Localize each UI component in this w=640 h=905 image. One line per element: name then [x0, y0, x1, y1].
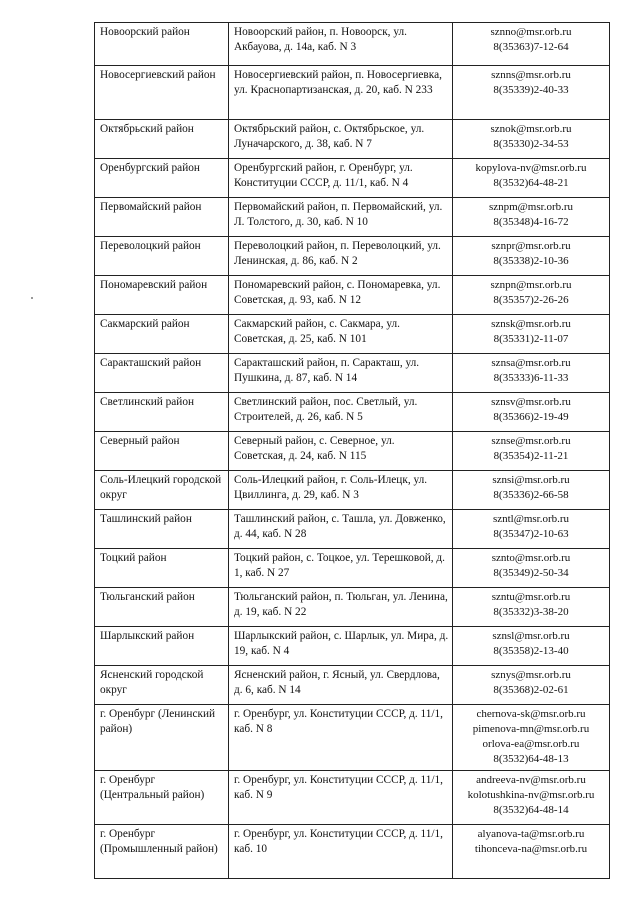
email-address: sznpn@msr.orb.ru: [490, 279, 572, 291]
table-row: [95, 666, 610, 705]
email-address: szntu@msr.orb.ru: [491, 591, 571, 603]
email-address: sznsa@msr.orb.ru: [491, 357, 571, 369]
address-cell: Октябрьский район, с. Октябрьское, ул. Луначарского, д. 38, каб. N 7: [229, 120, 453, 159]
email-address: pimenova-mn@msr.orb.ru: [472, 723, 590, 735]
phone-number: 8(35357)2-26-26: [493, 294, 569, 306]
email-address: andreeva-nv@msr.orb.ru: [476, 774, 586, 786]
address-cell: г. Оренбург, ул. Конституции СССР, д. 11/1, каб. N 8: [229, 705, 453, 771]
contacts-cell: [453, 159, 610, 198]
district-cell: Светлинский район: [95, 393, 229, 432]
table-row: [95, 120, 610, 159]
contacts-cell: [453, 276, 610, 315]
district-cell: Переволоцкий район: [95, 237, 229, 276]
contacts-cell: [453, 237, 610, 276]
phone-number: 8(35336)2-66-58: [493, 489, 569, 501]
offices-table-body: [95, 23, 610, 879]
email-address: sznsl@msr.orb.ru: [492, 630, 570, 642]
contacts-cell: [453, 771, 610, 825]
phone-number: 8(35333)6-11-33: [493, 372, 569, 384]
district-cell: Оренбургский район: [95, 159, 229, 198]
contacts-cell: [453, 120, 610, 159]
table-row: [95, 627, 610, 666]
district-cell: Новосергиевский район: [95, 66, 229, 120]
contacts-cell: [453, 354, 610, 393]
district-cell: Пономаревский район: [95, 276, 229, 315]
table-row: [95, 23, 610, 66]
district-cell: Первомайский район: [95, 198, 229, 237]
table-row: [95, 432, 610, 471]
contacts-cell: [453, 198, 610, 237]
email-address: sznse@msr.orb.ru: [491, 435, 571, 447]
email-address: sznsv@msr.orb.ru: [491, 396, 571, 408]
table-row: [95, 198, 610, 237]
email-address: sznpr@msr.orb.ru: [491, 240, 571, 252]
phone-number: 8(3532)64-48-14: [493, 804, 569, 816]
address-cell: Первомайский район, п. Первомайский, ул. Л. Толстого, д. 30, каб. N 10: [229, 198, 453, 237]
phone-number: 8(3532)64-48-13: [493, 753, 569, 765]
table-row: [95, 237, 610, 276]
table-row: [95, 276, 610, 315]
address-cell: г. Оренбург, ул. Конституции СССР, д. 11/1, каб. N 9: [229, 771, 453, 825]
district-cell: Соль-Илецкий городской округ: [95, 471, 229, 510]
email-address: chernova-sk@msr.orb.ru: [476, 708, 586, 720]
email-address: kopylova-nv@msr.orb.ru: [475, 162, 587, 174]
address-cell: Тюльганский район, п. Тюльган, ул. Ленина, д. 19, каб. N 22: [229, 588, 453, 627]
phone-number: 8(35338)2-10-36: [493, 255, 569, 267]
address-cell: г. Оренбург, ул. Конституции СССР, д. 11/1, каб. 10: [229, 825, 453, 879]
table-row: [95, 471, 610, 510]
email-address: szntl@msr.orb.ru: [492, 513, 570, 525]
phone-number: 8(35348)4-16-72: [493, 216, 569, 228]
offices-table: [94, 22, 610, 879]
address-cell: Оренбургский район, г. Оренбург, ул. Конституции СССР, д. 11/1, каб. N 4: [229, 159, 453, 198]
phone-number: 8(35332)3-38-20: [493, 606, 569, 618]
table-row: [95, 393, 610, 432]
email-address: sznys@msr.orb.ru: [491, 669, 571, 681]
contacts-cell: [453, 510, 610, 549]
table-row: [95, 771, 610, 825]
phone-number: 8(35331)2-11-07: [493, 333, 569, 345]
address-cell: Пономаревский район, с. Пономаревка, ул. Советская, д. 93, каб. N 12: [229, 276, 453, 315]
address-cell: Переволоцкий район, п. Переволоцкий, ул. Ленинская, д. 86, каб. N 2: [229, 237, 453, 276]
table-row: [95, 315, 610, 354]
address-cell: Северный район, с. Северное, ул. Советская, д. 24, каб. N 115: [229, 432, 453, 471]
address-cell: Новоорский район, п. Новоорск, ул. Акбауова, д. 14а, каб. N 3: [229, 23, 453, 66]
scan-speck: [31, 297, 33, 299]
phone-number: 8(35358)2-13-40: [493, 645, 569, 657]
table-row: [95, 588, 610, 627]
phone-number: 8(35349)2-50-34: [493, 567, 569, 579]
district-cell: Октябрьский район: [95, 120, 229, 159]
address-cell: Шарлыкский район, с. Шарлык, ул. Мира, д. 19, каб. N 4: [229, 627, 453, 666]
contacts-cell: [453, 432, 610, 471]
contacts-cell: [453, 705, 610, 771]
table-row: [95, 66, 610, 120]
email-address: orlova-ea@msr.orb.ru: [482, 738, 580, 750]
address-cell: Соль-Илецкий район, г. Соль-Илецк, ул. Цвиллинга, д. 29, каб. N 3: [229, 471, 453, 510]
address-cell: Тоцкий район, с. Тоцкое, ул. Терешковой, д. 1, каб. N 27: [229, 549, 453, 588]
phone-number: 8(35339)2-40-33: [493, 84, 569, 96]
address-cell: Ташлинский район, с. Ташла, ул. Довженко, д. 44, каб. N 28: [229, 510, 453, 549]
email-address: sznpm@msr.orb.ru: [488, 201, 574, 213]
address-cell: Саракташский район, п. Саракташ, ул. Пушкина, д. 87, каб. N 14: [229, 354, 453, 393]
phone-number: 8(35368)2-02-61: [493, 684, 569, 696]
email-address: sznsi@msr.orb.ru: [492, 474, 570, 486]
district-cell: Тоцкий район: [95, 549, 229, 588]
address-cell: Ясненский район, г. Ясный, ул. Свердлова, д. 6, каб. N 14: [229, 666, 453, 705]
phone-number: 8(35366)2-19-49: [493, 411, 569, 423]
district-cell: Ташлинский район: [95, 510, 229, 549]
phone-number: 8(3532)64-48-21: [493, 177, 569, 189]
district-cell: Новоорский район: [95, 23, 229, 66]
table-row: [95, 159, 610, 198]
district-cell: Ясненский городской округ: [95, 666, 229, 705]
district-cell: Шарлыкский район: [95, 627, 229, 666]
email-address: sznno@msr.orb.ru: [490, 26, 572, 38]
email-address: kolotushkina-nv@msr.orb.ru: [467, 789, 595, 801]
table-row: [95, 549, 610, 588]
address-cell: Светлинский район, пос. Светлый, ул. Строителей, д. 26, каб. N 5: [229, 393, 453, 432]
address-cell: Новосергиевский район, п. Новосергиевка, ул. Краснопартизанская, д. 20, каб. N 233: [229, 66, 453, 120]
email-address: sznsk@msr.orb.ru: [491, 318, 571, 330]
contacts-cell: [453, 23, 610, 66]
contacts-cell: [453, 66, 610, 120]
district-cell: г. Оренбург (Ленинский район): [95, 705, 229, 771]
table-row: [95, 354, 610, 393]
contacts-cell: [453, 393, 610, 432]
email-address: tihonceva-na@msr.orb.ru: [474, 843, 588, 855]
contacts-cell: [453, 666, 610, 705]
district-cell: Северный район: [95, 432, 229, 471]
contacts-cell: [453, 588, 610, 627]
email-address: alyanova-ta@msr.orb.ru: [477, 828, 585, 840]
email-address: sznok@msr.orb.ru: [490, 123, 572, 135]
contacts-cell: [453, 627, 610, 666]
phone-number: 8(35330)2-34-53: [493, 138, 569, 150]
email-address: sznto@msr.orb.ru: [491, 552, 571, 564]
table-row: [95, 825, 610, 879]
email-address: sznns@msr.orb.ru: [491, 69, 571, 81]
contacts-cell: [453, 315, 610, 354]
district-cell: Саракташский район: [95, 354, 229, 393]
phone-number: 8(35347)2-10-63: [493, 528, 569, 540]
table-row: [95, 705, 610, 771]
phone-number: 8(35354)2-11-21: [493, 450, 569, 462]
district-cell: г. Оренбург (Центральный район): [95, 771, 229, 825]
district-cell: Сакмарский район: [95, 315, 229, 354]
contacts-cell: [453, 825, 610, 879]
district-cell: г. Оренбург (Промышленный район): [95, 825, 229, 879]
contacts-cell: [453, 471, 610, 510]
address-cell: Сакмарский район, с. Сакмара, ул. Советская, д. 25, каб. N 101: [229, 315, 453, 354]
phone-number: 8(35363)7-12-64: [493, 41, 569, 53]
contacts-cell: [453, 549, 610, 588]
table-row: [95, 510, 610, 549]
district-cell: Тюльганский район: [95, 588, 229, 627]
